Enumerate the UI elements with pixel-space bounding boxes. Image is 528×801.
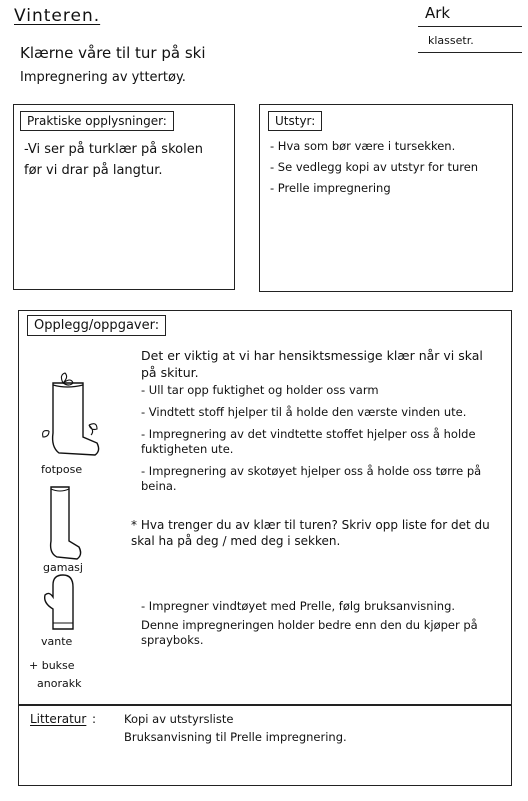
literature-label: Litteratur [30, 712, 87, 726]
sheet-label: Ark [425, 4, 451, 22]
vante-sketch-icon [39, 573, 83, 633]
page-title: Vinteren. [14, 6, 101, 26]
literature-divider [18, 704, 512, 706]
fotpose-label: fotpose [41, 463, 83, 476]
bukse-label: + bukse [29, 659, 75, 672]
klassetr-underline [418, 52, 522, 53]
list-item: - Hva som bør være i tursekken. [270, 139, 456, 153]
tasks-intro: Det er viktig at vi har hensiktsmessige klær når vi skal på skitur. [141, 348, 483, 380]
list-item: - Vindtett stoff hjelper til å holde den værste vinden ute. [141, 405, 467, 419]
practical-info-box [13, 104, 235, 290]
list-item: - Prelle impregnering [270, 181, 391, 195]
gamasj-sketch-icon [39, 483, 85, 565]
subtitle-impregnation: Impregnering av yttertøy. [20, 70, 186, 85]
fotpose-sketch-icon [37, 371, 107, 463]
tasks-heading: Opplegg/oppgaver: [27, 315, 166, 336]
equipment-box [259, 104, 513, 292]
literature-item: Bruksanvisning til Prelle impregnering. [124, 730, 347, 744]
instruction-line: Denne impregneringen holder bedre enn den du kjøper på sprayboks. [141, 618, 478, 647]
gamasj-label: gamasj [43, 561, 83, 574]
tasks-points [141, 383, 505, 501]
class-level-label: klassetr. [428, 34, 474, 47]
impregnation-instructions [141, 599, 501, 648]
anorakk-label: anorakk [37, 677, 82, 690]
subtitle-clothing: Klærne våre til tur på ski [20, 44, 206, 62]
list-item: - Impregnering av skotøyet hjelper oss å holde oss tørre på beina. [141, 464, 482, 493]
practical-info-text: -Vi ser på turklær på skolen før vi drar på langtur. [24, 142, 203, 178]
list-item: - Impregnering av det vindtette stoffet hjelper oss å holde fuktigheten ute. [141, 427, 476, 456]
equipment-list [270, 139, 506, 202]
literature-colon: : [92, 712, 97, 726]
instruction-line: - Impregner vindtøyet med Prelle, følg bruksanvisning. [141, 599, 456, 613]
task-question: * Hva trenger du av klær til turen? Skriv opp liste for det du skal ha på deg / med deg i sekken. [131, 518, 490, 548]
list-item: - Ull tar opp fuktighet og holder oss varm [141, 383, 379, 397]
list-item: - Se vedlegg kopi av utstyr for turen [270, 160, 479, 174]
literature-item: Kopi av utstyrsliste [124, 712, 234, 726]
vante-label: vante [41, 635, 73, 648]
practical-info-heading: Praktiske opplysninger: [20, 111, 174, 131]
ark-underline [418, 26, 522, 27]
equipment-heading: Utstyr: [268, 111, 322, 131]
